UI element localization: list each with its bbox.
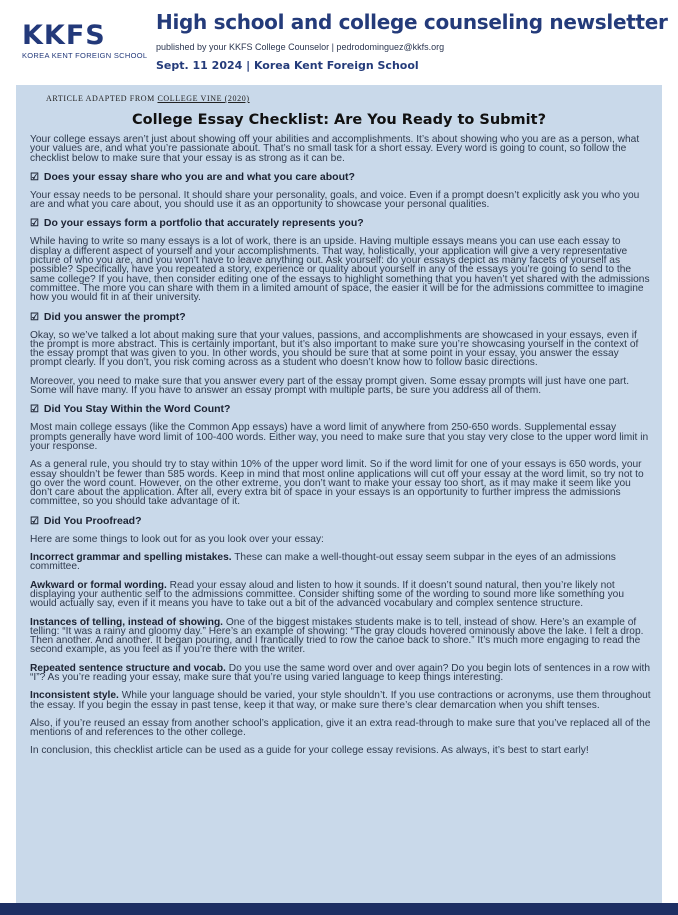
proofread-item: Incorrect grammar and spelling mistakes. These can make a well-thought-out essay seem subpar in the eyes of an admissions committee.	[30, 552, 616, 573]
adapted-prefix: ARTICLE ADAPTED FROM	[46, 94, 155, 103]
checkbox-icon: ☑	[30, 171, 39, 183]
checkbox-icon: ☑	[30, 311, 39, 323]
checklist-heading-1: ☑ Does your essay share who you are and what you care about?	[30, 170, 355, 183]
checkbox-icon: ☑	[30, 404, 39, 416]
checkbox-icon: ☑	[30, 218, 39, 230]
checklist-heading-4: ☑ Did You Stay Within the Word Count?	[30, 403, 231, 416]
conclusion-paragraph: In conclusion, this checklist article can be used as a guide for your college essay revisions. As always, it’s best to start early!	[30, 745, 589, 757]
proofread-item: Instances of telling, instead of showing. One of the biggest mistakes students make is to tell, instead of show. Here’s an example of telling: “It was a rainy and gloomy day.” Here’s an example of showing: “The gray clouds hovered ominously above the lake. I felt a drop. Then another. And another. It began pouring, and I frantically tried to row the canoe back to shore.” It’s much more engaging to read the second example, as you feel as if you’re there with the writer.	[30, 616, 644, 656]
checklist-heading-5: ☑ Did You Proofread?	[30, 514, 142, 527]
paragraph: Also, if you’re reused an essay from another school’s application, give it an extra read-through to make sure that you’ve replaced all of the mentions of and references to the other college.	[30, 717, 651, 739]
checklist-heading-3: ☑ Did you answer the prompt?	[30, 310, 186, 323]
article-source	[46, 94, 250, 103]
intro-paragraph: Your college essays aren’t just about showing off your abilities and accomplishments. It’s about showing who you are as a person, what your values are, and what you’re passionate about. That’s no small task for a short essay. Every word is going to count, so follow the checklist below to make sure that your essay is as strong as it can be.	[30, 134, 640, 164]
newsletter-title: High school and college counseling newsletter	[156, 10, 668, 34]
logo-wordmark: KKFS	[22, 20, 106, 51]
logo-subtitle: KOREA KENT FOREIGN SCHOOL	[22, 51, 148, 60]
source-link[interactable]: COLLEGE VINE (2020)	[157, 94, 250, 103]
paragraph: Okay, so we’ve talked a lot about making sure that your values, passions, and accomplishments are showcased in your essays, even if the prompt is more abstract. This is certainly important, but it’s also important to make sure you’re showcasing yourself in the context of the essay prompt that was given to you. In other words, you should be sure that at some point in your essay, you answer the essay prompt clearly. If you don’t, you risk coming across as a student who doesn’t know how to follow basic directions.	[30, 329, 639, 369]
publisher-line: published by your KKFS College Counselor | pedrodominguez@kkfs.org	[156, 42, 445, 52]
school-logo	[22, 20, 148, 60]
paragraph: Most main college essays (like the Common App essays) have a word limit of anywhere from 250-650 words. Supplemental essay prompts generally have word limit of 100-400 words. Either way, you need to make sure that you stay very close to the upper word limit in your response.	[30, 422, 649, 452]
checklist-heading-2: ☑ Do your essays form a portfolio that accurately represents you?	[30, 217, 364, 230]
paragraph: Here are some things to look out for as you look over your essay:	[30, 533, 324, 545]
article-title: College Essay Checklist: Are You Ready to Submit?	[132, 112, 546, 128]
paragraph: As a general rule, you should try to stay within 10% of the upper word limit. So if the word limit for one of your essays is 650 words, your essay shouldn’t be fewer than 585 words. Keep in mind that most online applications will cut off your essay at the word limit, so try not to go over the word count. However, on the other extreme, you don’t want to make your essay too short, as it may make it seem like you don’t care about the application. After all, every extra bit of space in your essays is an opportunity to further impress the admissions committee, so you should take advantage of it.	[30, 459, 644, 508]
proofread-item: Inconsistent style. While your language should be varied, your style shouldn’t. If you use contractions or acronyms, use them throughout the essay. If you begin the essay in past tense, keep it that way, or make sure there’s clear demarcation when you shift tenses.	[30, 690, 651, 711]
footer-bar	[0, 903, 678, 915]
newsletter-header	[0, 0, 678, 84]
checkbox-icon: ☑	[30, 515, 39, 527]
proofread-item: Repeated sentence structure and vocab. Do you use the same word over and over again? Do you begin lots of sentences in a row with “I”? As you’re reading your essay, make sure that you’re using varied language to keep things interesting.	[30, 662, 651, 683]
paragraph: While having to write so many essays is a lot of work, there is an upside. Having multiple essays means you can use each essay to display a different aspect of yourself and your accomplishments. That way, holistically, your application will give a very representative picture of who you are, and you won’t have to leave anything out. Ask yourself: do your essays depict as many facets of yourself as possible? Specifically, have you repeated a story, experience or quality about yourself in any of the essays you’re going to send to the same college? If you have, then consider editing one of the essays to highlight something that you haven’t yet shared with the admissions committee. The more you can share with them in a limited amount of space, the easier it will be for the admissions committee to imagine how you would fit in at their university.	[30, 236, 650, 304]
date-line: Sept. 11 2024 | Korea Kent Foreign School	[156, 59, 419, 72]
paragraph: Your essay needs to be personal. It should share your personality, goals, and voice. Even if a prompt doesn’t explicitly ask you who you are and what you care about, you should use it as an opportunity to showcase your personal qualities.	[30, 189, 640, 211]
proofread-item: Awkward or formal wording. Read your essay aloud and listen to how it sounds. If it doesn’t sound natural, then you’re likely not displaying your authentic self to the admissions committee. Consider shifting some of the wording to sound more like something you would actually say, even if it means you have to take out a bit of the advanced vocabulary and complex sentence structure.	[30, 579, 625, 610]
paragraph: Moreover, you need to make sure that you answer every part of the essay prompt given. Some essay prompts will just have one part. Some will have many. If you have to answer an essay prompt with multiple parts, be sure you address all of them.	[30, 375, 630, 397]
article-body	[30, 135, 652, 764]
